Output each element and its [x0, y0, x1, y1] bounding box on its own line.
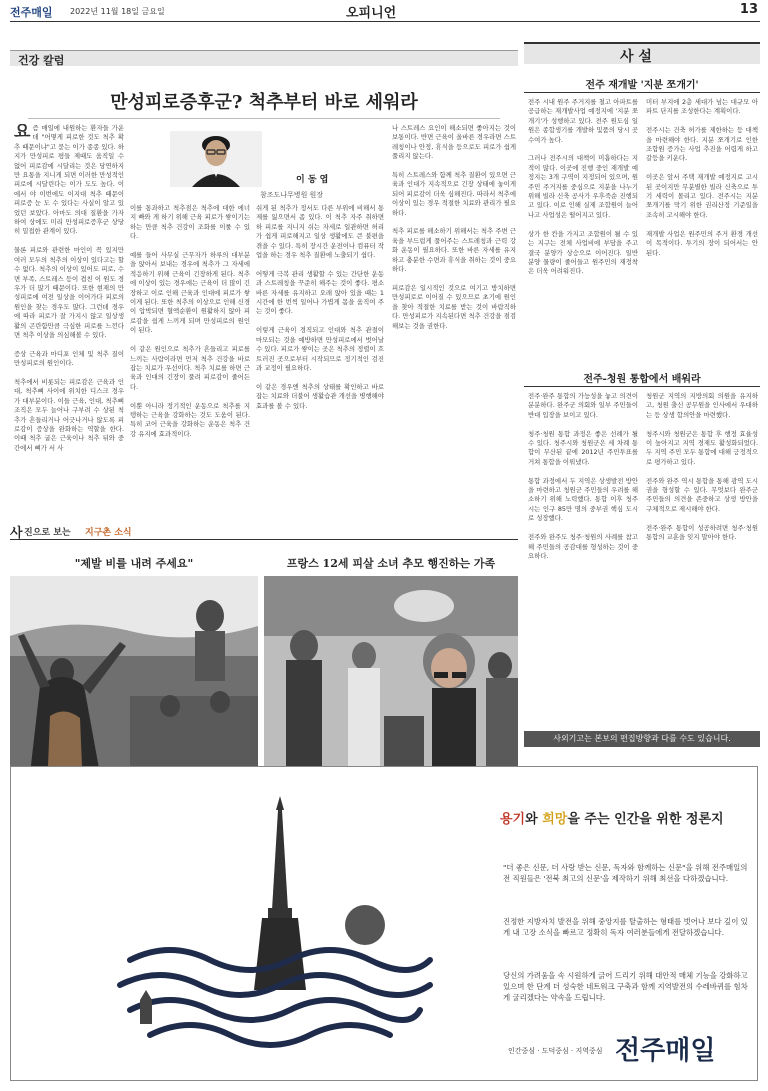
editorial-1-title: 전주 재개발 '지분 쪼개기': [585, 80, 699, 91]
right-photo: [264, 576, 518, 776]
left-photo: [10, 576, 258, 774]
issue-date: 2022년 11월 18일 금요일: [70, 7, 165, 16]
ad-paragraph-3: 당신의 가려움을 속 시원하게 긁어 드리기 위해 대안적 매체 기능을 강화하고 있으며 한 단계 더 성숙한 네트워크 구축과 함께 지역발전의 수레바퀴를 힘차게 굴리겠다는 약속을 드립니다.: [503, 971, 748, 1002]
column-label: 건강 칼럼: [18, 54, 65, 67]
ad-paragraph-1: "더 좋은 신문, 더 사랑 받는 신문, 독자와 함께하는 신문"을 위해 전주매일의 전 직원들은 '전북 최고의 신문'을 제작하기 위해 최선을 다하겠습니다.: [503, 863, 748, 883]
right-photo-title: 프랑스 12세 피살 소녀 추모 행진하는 가족: [286, 557, 496, 570]
author-name: 이 동 엽: [296, 175, 329, 185]
column-body-col4: 나 스트레스 요인이 해소되면 좋아지는 것이 보통이다. 반면 근육이 올바른 경우라면 스트레칭이나 안정, 휴식을 등으로도 피로가 쉽게 풀리지 않는다. 특히 스트레스와 함께 척추 질환이 있으면 근육과 인대가 지속적으로 긴장 상태에 놓이게 되어 피로감이 더욱 심해진다. 따라서 척추에 이상이 있는 경우 적절한 치료와 관리가 필요하다. 척추 피로를 해소하기 위해서는 척추 주변 근육을 부드럽게 풀어주는 스트레칭과 근력 강화 운동이 필요하다. 또한 바른 자세를 유지하고 충분한 수면과 휴식을 취하는 것이 중요하다. 피로감은 일시적인 것으로 여기고 방치하면 만성피로로 이어질 수 있으므로 초기에 원인을 찾아 적절한 치료를 받는 것이 바람직하다. 만성피로가 지속된다면 척추 건강을 점검해보는 것을 권한다.: [392, 124, 516, 330]
column-body-col2: 이를 통과하고 척추점은 척추에 대한 에너지 빠와 게 하기 위해 근육 피로가 쌓이기는 하는 만큼 척추 건강이 조화를 이룰 수 있다. 예를 들어 사무실 근무자가 하루의 대부분을 앉아서 보내는 경우에 척추가 그 자세에 적응하기 위해 근육이 긴장하게 된다. 척추에 이상이 있는 경우에는 근육이 더 많이 긴장하고 이로 인해 근육과 인대에 피로가 쌓이게 된다. 또한 척추의 이상으로 인해 신경이 압박되면 혈액순환이 원활하지 않아 피로감을 쉽게 느끼게 되며 만성피로의 원인이 된다. 이 같은 원인으로 척추가 흔들리고 피로를 느끼는 사람이라면 먼저 척추 건강을 바로잡는 치료가 우선이다. 척추 치료를 하면 근육과 인대의 긴장이 풀려 피로감이 줄어든다. 이뿐 아니라 정기적인 운동으로 척추를 지탱하는 근육을 강화하는 것도 도움이 된다. 특히 코어 근육을 강화하는 운동은 척추 건강 유지에 효과적이다.: [130, 204, 250, 438]
column-body-col1: [14, 124, 124, 520]
editorial-banner-title: 사 설: [620, 49, 652, 65]
photo-news-label-accent: 지구촌 소식: [85, 528, 132, 538]
photo-news-label-initial: 사: [10, 526, 23, 541]
photo-news-header: [10, 524, 518, 540]
masthead[interactable]: 전주매일: [10, 6, 53, 19]
author-portrait: [170, 131, 262, 187]
ad-illustration: [110, 790, 440, 1060]
ad-headline-and: 와: [525, 812, 543, 827]
ad-headline-rest: 을 주는 인간을 위한 정론지: [567, 812, 724, 827]
column-body-col3: 쉬게 된 척추가 정서도 다른 부위에 비해서 통제를 잃으면서 좀 있다. 이 척추 자주 취하면 하 피로를 지니지 쉬는 자세로 일관하면 허리가 쉽게 피로해지고 일상 생활에도 큰 불편을 겪을 수 있다. 특히 장시간 운전이나 컴퓨터 작업을 하는 경우 척추 질환에 노출되기 쉽다. 어떻게 극복 관리 생활할 수 있는 간단한 운동과 스트레칭을 꾸준히 해주는 것이 좋다. 평소 바른 자세를 유지하고 오래 앉아 있을 때는 1시간에 한 번씩 일어나 가볍게 몸을 움직여 주는 것이 좋다. 이렇게 근육이 경직되고 인대와 척추 관절이 마모되는 것을 예방하면 만성피로에서 벗어날 수 있다. 피로가 쌓이는 곳은 척추의 정렬이 흐트러진 곳으로부터 시작되므로 정기적인 검진과 교정이 필요하다. 이 같은 경우엔 척추의 상태를 확인하고 바로잡는 치료와 더불어 생활습관 개선을 병행해야 효과를 볼 수 있다.: [256, 204, 384, 410]
ad-headline: [500, 808, 724, 827]
editorial-notice: 사외기고는 본보의 편집방향과 다를 수도 있습니다.: [524, 731, 760, 747]
ad-headline-hope: 희망: [542, 812, 568, 827]
editorial-2-title: 전주-청원 통합에서 배워라: [583, 374, 701, 385]
column-title: 만성피로증후군? 척추부터 바로 세워라: [110, 92, 418, 113]
column-label-bar: [10, 50, 518, 66]
editorial-banner: [524, 42, 760, 64]
page-header: [10, 0, 760, 22]
left-photo-title: "제발 비를 내려 주세요": [74, 557, 194, 570]
ad-slogan: 인간중심 · 도덕중심 · 지역중심: [508, 1047, 603, 1055]
dropcap: 요: [14, 124, 31, 142]
divider: [524, 92, 760, 93]
editorial-2-col2: 청원군 지역의 지방의회 의원을 유지하고, 청원 출신 공무원을 인사에서 우대하는 등 상생 합의안을 마련했다. 청주시와 청원군은 통합 후 행정 효율성이 높아지고 지역 경제도 활성화되었다. 두 지역 주민 모두 통합에 대해 긍정적으로 평가하고 있다. 전주와 완주 역시 통합을 통해 광역 도시권을 형성할 수 있다. 무엇보다 완주군 주민들의 의견을 존중하고 상생 방안을 구체적으로 제시해야 한다. 전주·완주 통합이 성공하려면 청주·청원 통합의 교훈을 잊지 말아야 한다.: [646, 392, 758, 542]
photo-news-label: 진으로 보는: [24, 528, 71, 538]
ad-paragraph-2: 진정한 지방자치 발전을 위해 중앙지를 탈출하는 형태를 벗어나 보다 깊이 있게 내 고장 소식을 빠르고 정확히 독자 여러분들에게 전달하겠습니다.: [503, 917, 748, 937]
ad-headline-courage: 용기: [500, 812, 526, 827]
column-text-1: 즘 매일에 내원하는 환자들 가운데 "어떻게 피로한 것도 척추 확추 때문이냐"고 묻는 이가 종종 있다. 하지가 만성피로 평들 제때도 움직일 수 없어 피로감에 시달리는 것은 당연하지만 요통을 지니게 되면 이러한 만성적인 피로에 시달린다는 이가 도도 높다. 이에서 야 이번에도 이지대 척추 때문이 피로증 눈 도 수 있다는 사실이 알고 있었던 보았다. 아마도 의대 질환을 가자하여 상에도 미리 만성피로증후군 상당히 밀접한 관계이 있다. 물론 피로와 관련한 마인이 꼭 있지만 여러 모두의 척추의 이상이 있다고는 할 수 없다. 척추의 이상이 있어도 피로, 수면 부족, 스트레스 등이 겹친 이 원도 경우가 더 많기 때문이다. 또한 현재의 만성피로에 여전 일상을 이어가다 피로의 원인을 찾는 경우도 많다. 그런데 경우에 따라 피로가 잘 가지시 않고 일상생활의 곤란함만큼 극심한 피로를 느낀다면 척추 이상을 의심해볼 수 있다. 증상 근육과 마디포 인체 및 척추 질이 만성피로의 원인이다. 척추에서 비롯되는 피로감은 근육과 인대, 척추뼈 사이에 위치한 디스크 경우가 대부분이다. 이들 근육, 인대, 척추뼈 조직은 모두 늘어나 구부려 수 상된 척추가 흔들리거나 어긋나거나 않도록 피로감이 증상을 완화하는 역할을 한다. 이때 척추 굽은 근육이나 척추 뒤와 중간에서 뼈가 서 사: [14, 124, 124, 452]
ad-logo[interactable]: 전주매일: [615, 1036, 716, 1066]
page-number: 13: [739, 2, 758, 17]
divider: [524, 386, 760, 387]
editorial-2-col1: 전주·완주 통합의 가능성을 놓고 의견이 분분하다. 완주군 의회와 일부 주민들이 반대 입장을 보이고 있다. 청주·청원 통합 과정은 좋은 선례가 될 수 있다. 청주시와 청원군은 세 차례 통합이 무산된 끝에 2012년 주민투표를 거쳐 통합을 이뤄냈다. 통합 과정에서 두 지역은 상생발전 방안을 마련하고 청원군 주민들의 우려를 해소하기 위해 노력했다. 통합 이후 청주시는 인구 85만 명의 중부권 핵심 도시로 성장했다. 전주와 완주도 청주·청원의 사례를 참고해 주민들의 공감대를 형성하는 것이 중요하다.: [528, 392, 638, 560]
divider: [28, 118, 500, 119]
section-title: 오피니언: [346, 6, 397, 21]
editorial-1-col2: 미터 부지에 2층 세대가 넘는 대규모 아파트 단지를 조성한다는 계획이다. 전주시는 건축 허가를 제한하는 등 대책을 마련해야 한다. 지분 쪼개기로 인한 조합원 증가는 사업 추진을 어렵게 하고 갈등을 키운다. 이곳은 앞서 주택 재개발 예정지로 고시된 곳이지만 무분별한 빌라 신축으로 투기 세력이 몰리고 있다. 전주시는 지분 쪼개기를 막기 위한 권리산정 기준일을 조속히 고시해야 한다. 재개발 사업은 원주민의 주거 환경 개선이 목적이다. 투기의 장이 되어서는 안 된다.: [646, 98, 758, 257]
author-role: 참조도나무병원 원장: [260, 191, 324, 199]
editorial-1-col1: 전주 시내 원주 주거지를 철고 아파트를 공급하는 재개발사업 예정지에 '지분 쪼개기'가 성행하고 있다. 전주 원도심 일원은 종합생기를 개발하 및품의 당시 곳 수여가 높다. 그러나 전주시의 대책이 미흡하다는 지적이 많다. 이곳에 진행 중인 재개발 예정지는 3개 구역이 지정되어 있으며, 원주민 주거지를 중심으로 지분을 나누기 위해 빌라 신축 공사가 우후죽순 진행되고 있다. 이로 인해 실제 조합원이 늘어나고 사업성은 떨어지고 있다. 상가 한 칸을 가지고 조합원이 될 수 있는 지구는 전체 사업비에 부담을 주고 결국 분양가 상승으로 이어진다. 일반 분양 물량이 줄어들고 원주민의 재정착은 더욱 어려워진다.: [528, 98, 638, 276]
